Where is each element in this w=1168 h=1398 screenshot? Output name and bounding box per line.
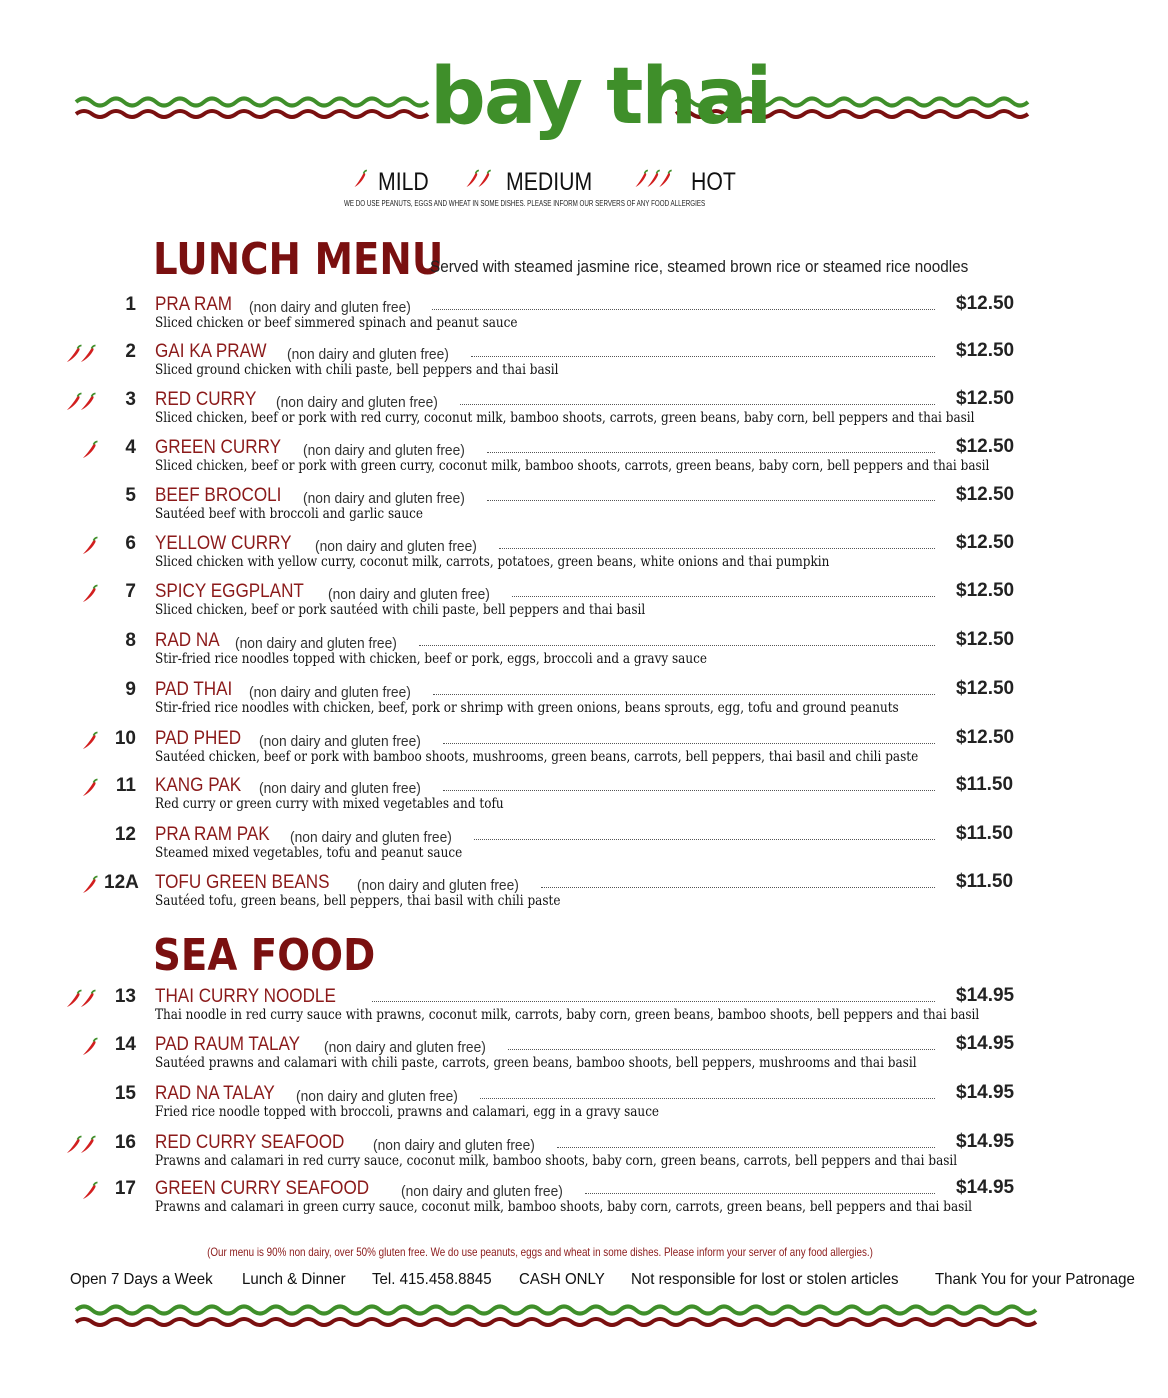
- lunch-menu-subtitle: Served with steamed jasmine rice, steamed brown rice or steamed rice noodles: [430, 257, 969, 276]
- item-number: 6: [125, 533, 136, 554]
- item-name: RAD NA TALAY: [155, 1083, 275, 1104]
- legend-mild-label: MILD: [378, 168, 429, 196]
- item-description: Sautéed chicken, beef or pork with bamboo shoots, mushrooms, green beans, carrots, bell peppers, thai basil and chili paste: [155, 749, 919, 765]
- item-diet-note: (non dairy and gluten free): [290, 829, 453, 846]
- spice-level-icon: [60, 535, 100, 557]
- item-name: RED CURRY: [155, 389, 257, 410]
- restaurant-logo: bay thai: [430, 52, 771, 142]
- spice-level-icon: [60, 874, 100, 896]
- item-description: Fried rice noodle topped with broccoli, prawns and calamari, egg in a gravy sauce: [155, 1104, 660, 1120]
- item-header: [155, 1081, 935, 1105]
- lunch-menu-title: LUNCH MENU: [153, 234, 444, 285]
- menu-item: [0, 726, 1080, 774]
- item-description: Stir-fried rice noodles topped with chicken, beef or pork, eggs, broccoli and a gravy sauce: [155, 651, 707, 667]
- item-diet-note: (non dairy and gluten free): [356, 877, 519, 894]
- item-price: $11.50: [956, 871, 1014, 892]
- item-description: Sliced chicken with yellow curry, coconut milk, carrots, potatoes, green beans, white onions and thai pumpkin: [155, 554, 830, 570]
- item-name: TOFU GREEN BEANS: [155, 872, 330, 893]
- item-header: [155, 339, 935, 363]
- spice-level-icon: [60, 487, 100, 509]
- spice-level-icon: [60, 439, 100, 461]
- item-diet-note: (non dairy and gluten free): [400, 1183, 563, 1200]
- item-header: [155, 870, 935, 894]
- item-diet-note: (non dairy and gluten free): [275, 394, 438, 411]
- item-diet-note: (non dairy and gluten free): [258, 733, 421, 750]
- item-description: Sautéed beef with broccoli and garlic sauce: [155, 506, 423, 522]
- item-header: [155, 822, 935, 846]
- menu-item: [0, 1081, 1080, 1129]
- item-header: [155, 531, 935, 555]
- item-name: GREEN CURRY: [155, 437, 282, 458]
- item-price: $14.95: [956, 1177, 1015, 1198]
- dot-leader: [471, 355, 935, 357]
- item-number: 1: [125, 294, 136, 315]
- legend-medium-label: MEDIUM: [505, 168, 592, 196]
- item-description: Sautéed prawns and calamari with chili paste, carrots, green beans, bamboo shoots, bell peppers, mushrooms and thai basil: [155, 1055, 917, 1071]
- menu-item: [0, 1176, 1080, 1224]
- item-description: Sautéed tofu, green beans, bell peppers, thai basil with chili paste: [155, 893, 561, 909]
- item-header: [155, 677, 935, 701]
- menu-item: [0, 435, 1080, 483]
- item-name: BEEF BROCOLI: [155, 485, 282, 506]
- item-name: PRA RAM PAK: [155, 824, 270, 845]
- menu-item: [0, 339, 1080, 387]
- item-diet-note: (non dairy and gluten free): [286, 346, 449, 363]
- item-header: [155, 1176, 935, 1200]
- item-price: $12.50: [956, 580, 1015, 601]
- dot-leader: [433, 693, 935, 695]
- item-description: Sliced chicken, beef or pork with red curry, coconut milk, bamboo shoots, carrots, green beans, baby corn, bell peppers and thai basil: [155, 410, 975, 426]
- spice-level-icon: [60, 296, 100, 318]
- item-name: GREEN CURRY SEAFOOD: [155, 1178, 370, 1199]
- dot-leader: [480, 1097, 935, 1099]
- spice-level-icon: [60, 826, 100, 848]
- item-diet-note: (non dairy and gluten free): [234, 635, 397, 652]
- item-name: PAD THAI: [155, 679, 233, 700]
- item-header: [155, 435, 935, 459]
- dot-leader: [443, 789, 935, 791]
- menu-item: [0, 579, 1080, 627]
- item-header: [155, 984, 935, 1008]
- item-price: $12.50: [956, 727, 1015, 748]
- menu-item: [0, 773, 1080, 821]
- item-name: RED CURRY SEAFOOD: [155, 1132, 345, 1153]
- item-description: Sliced ground chicken with chili paste, bell peppers and thai basil: [155, 362, 559, 378]
- item-number: 3: [125, 389, 136, 410]
- legend-hot-label: HOT: [691, 168, 736, 196]
- spice-level-icon: [60, 391, 100, 413]
- item-price: $12.50: [956, 484, 1015, 505]
- item-number: 16: [114, 1132, 136, 1153]
- item-diet-note: (non dairy and gluten free): [303, 490, 466, 507]
- item-number: 11: [115, 775, 136, 796]
- item-number: 12: [114, 824, 136, 845]
- footer-payment: CASH ONLY: [519, 1271, 606, 1288]
- item-description: Sliced chicken or beef simmered spinach and peanut sauce: [155, 315, 518, 331]
- item-description: Sliced chicken, beef or pork sautéed with chili paste, bell peppers and thai basil: [155, 602, 646, 618]
- spice-level-icon: [60, 583, 100, 605]
- spice-level-icon: [60, 1134, 100, 1156]
- spice-legend: [352, 166, 770, 199]
- dot-leader: [372, 1000, 935, 1002]
- item-price: $11.50: [956, 774, 1014, 795]
- item-number: 13: [114, 986, 136, 1007]
- chili-pepper-icon: [633, 166, 677, 199]
- item-name: KANG PAK: [155, 775, 242, 796]
- item-description: Steamed mixed vegetables, tofu and peanut sauce: [155, 845, 463, 861]
- item-price: $14.95: [956, 1131, 1015, 1152]
- item-name: RAD NA: [155, 630, 220, 651]
- item-diet-note: (non dairy and gluten free): [303, 442, 465, 459]
- item-number: 2: [125, 341, 136, 362]
- seafood-title: SEA FOOD: [153, 930, 376, 981]
- item-number: 8: [125, 630, 136, 651]
- item-name: PRA RAM: [155, 294, 232, 315]
- dot-leader: [487, 499, 935, 501]
- menu-item: [0, 870, 1080, 918]
- wave-top-left: [76, 88, 406, 128]
- item-description: Thai noodle in red curry sauce with prawns, coconut milk, carrots, baby corn, green beans, bamboo shoots, bell peppers and thai basil: [155, 1007, 980, 1023]
- item-number: 12A: [104, 872, 139, 893]
- item-header: [155, 387, 935, 411]
- item-number: 7: [125, 581, 136, 602]
- spice-level-icon: [60, 681, 100, 703]
- spice-level-icon: [60, 730, 100, 752]
- footer-service: Lunch & Dinner: [241, 1271, 346, 1288]
- item-price: $12.50: [956, 388, 1015, 409]
- item-number: 5: [125, 485, 136, 506]
- item-price: $11.50: [956, 823, 1014, 844]
- menu-item: [0, 292, 1080, 340]
- item-price: $14.95: [956, 1082, 1015, 1103]
- menu-item: [0, 984, 1080, 1032]
- item-diet-note: (non dairy and gluten free): [324, 1039, 487, 1056]
- item-price: $12.50: [956, 340, 1015, 361]
- item-name: YELLOW CURRY: [155, 533, 292, 554]
- dot-leader: [512, 595, 935, 597]
- item-price: $12.50: [956, 293, 1015, 314]
- item-header: [155, 1032, 935, 1056]
- item-name: PAD RAUM TALAY: [155, 1034, 301, 1055]
- menu-item: [0, 531, 1080, 579]
- item-header: [155, 726, 935, 750]
- menu-item: [0, 387, 1080, 435]
- legend-mild: [352, 166, 438, 199]
- dot-leader: [585, 1192, 935, 1194]
- item-price: $12.50: [956, 532, 1015, 553]
- item-price: $14.95: [956, 1033, 1015, 1054]
- spice-level-icon: [60, 1085, 100, 1107]
- item-diet-note: (non dairy and gluten free): [248, 684, 411, 701]
- item-number: 10: [114, 728, 136, 749]
- item-number: 9: [125, 679, 136, 700]
- item-number: 17: [114, 1178, 136, 1199]
- item-name: THAI CURRY NOODLE: [155, 986, 336, 1007]
- item-name: PAD PHED: [155, 728, 242, 749]
- item-diet-note: (non dairy and gluten free): [258, 780, 421, 797]
- footer-disclaimer: Not responsible for lost or stolen articles: [630, 1271, 899, 1288]
- item-diet-note: (non dairy and gluten free): [373, 1137, 536, 1154]
- item-header: [155, 628, 935, 652]
- spice-level-icon: [60, 1180, 100, 1202]
- dot-leader: [557, 1146, 935, 1148]
- dot-leader: [419, 644, 935, 646]
- dot-leader: [460, 403, 935, 405]
- spice-level-icon: [60, 988, 100, 1010]
- item-price: $12.50: [956, 436, 1015, 457]
- menu-item: [0, 628, 1080, 676]
- wave-bottom: [76, 1296, 1006, 1342]
- item-description: Prawns and calamari in red curry sauce, coconut milk, bamboo shoots, baby corn, green beans, carrots, bell peppers and thai basil: [155, 1153, 958, 1169]
- menu-item: [0, 1130, 1080, 1178]
- legend-hot: [633, 166, 744, 199]
- item-header: [155, 483, 935, 507]
- dot-leader: [508, 1048, 935, 1050]
- item-header: [155, 292, 935, 316]
- item-description: Red curry or green curry with mixed vegetables and tofu: [155, 796, 504, 812]
- item-diet-note: (non dairy and gluten free): [328, 586, 491, 603]
- menu-item: [0, 822, 1080, 870]
- item-header: [155, 1130, 935, 1154]
- allergy-notice: WE DO USE PEANUTS, EGGS AND WHEAT IN SOME DISHES. PLEASE INFORM OUR SERVERS OF ANY FOOD ALLERGIES: [344, 199, 706, 208]
- footer-allergy-text: (Our menu is 90% non dairy, over 50% gluten free. We do use peanuts, eggs and wheat in some dishes. Please inform your server of any food allergies.): [207, 1245, 873, 1259]
- chili-pepper-icon: [464, 166, 495, 199]
- item-number: 4: [125, 437, 136, 458]
- item-description: Prawns and calamari in green curry sauce, coconut milk, bamboo shoots, baby corn, carrots, green beans, bell peppers and thai basil: [155, 1199, 973, 1215]
- item-diet-note: (non dairy and gluten free): [296, 1088, 458, 1105]
- item-header: [155, 579, 935, 603]
- item-price: $12.50: [956, 629, 1015, 650]
- dot-leader: [432, 308, 935, 310]
- item-number: 15: [114, 1083, 136, 1104]
- footer-info: [70, 1271, 1168, 1289]
- menu-item: [0, 483, 1080, 531]
- item-price: $12.50: [956, 678, 1015, 699]
- item-description: Stir-fried rice noodles with chicken, beef, pork or shrimp with green onions, beans sprouts, egg, tofu and ground peanuts: [155, 700, 899, 716]
- footer-hours: Open 7 Days a Week: [70, 1271, 213, 1288]
- dot-leader: [474, 838, 935, 840]
- dot-leader: [443, 742, 935, 744]
- footer-allergy-note: [0, 1245, 1080, 1259]
- item-name: SPICY EGGPLANT: [155, 581, 304, 602]
- legend-medium: [464, 166, 607, 199]
- item-number: 14: [114, 1034, 136, 1055]
- dot-leader: [487, 451, 935, 453]
- item-description: Sliced chicken, beef or pork with green curry, coconut milk, bamboo shoots, carrots, green beans, baby corn, bell peppers and thai basil: [155, 458, 990, 474]
- menu-item: [0, 1032, 1080, 1080]
- item-price: $14.95: [956, 985, 1015, 1006]
- chili-pepper-icon: [352, 166, 369, 199]
- spice-level-icon: [60, 343, 100, 365]
- spice-level-icon: [60, 1036, 100, 1058]
- menu-item: [0, 677, 1080, 725]
- footer-phone: Tel. 415.458.8845: [372, 1271, 492, 1288]
- dot-leader: [541, 886, 935, 888]
- spice-level-icon: [60, 632, 100, 654]
- item-diet-note: (non dairy and gluten free): [248, 299, 411, 316]
- item-diet-note: (non dairy and gluten free): [314, 538, 477, 555]
- footer-thanks: Thank You for your Patronage: [935, 1271, 1135, 1288]
- dot-leader: [499, 547, 935, 549]
- item-header: [155, 773, 935, 797]
- item-name: GAI KA PRAW: [155, 341, 267, 362]
- spice-level-icon: [60, 777, 100, 799]
